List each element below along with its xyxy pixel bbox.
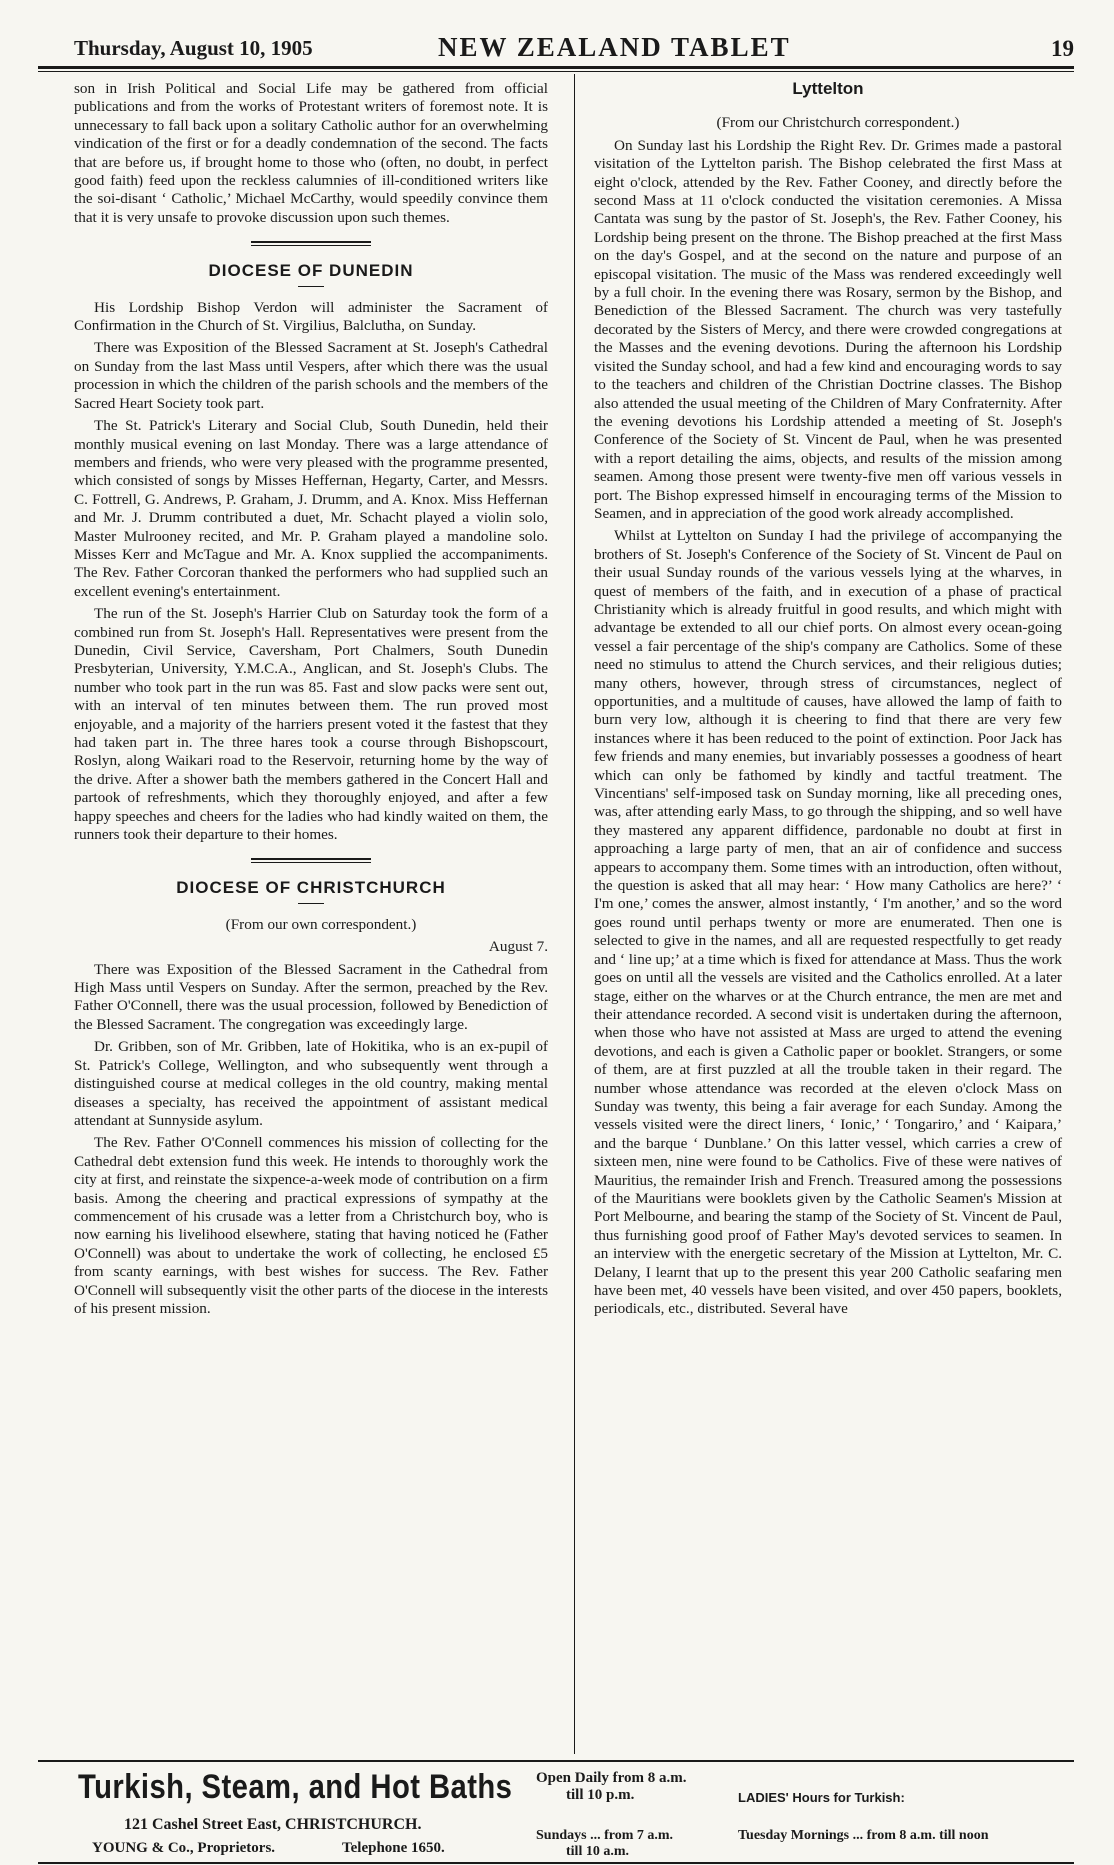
section-rule [251, 241, 371, 243]
sundays-from: Sundays ... from 7 a.m. [536, 1828, 674, 1843]
masthead [38, 32, 1078, 66]
lyttelton-heading: Lyttelton [792, 79, 864, 98]
lyttelton-paragraph: Whilst at Lyttelton on Sunday I had the privilege of accompanying the brothers of St. Joseph's Conference of the Society of St. Vincent de Paul on their usual Sunday rounds of the various vessels lying at the wharves, in quest of members of the faith, and in execution of a phase of practical Christianity which is already fruitful in good results, and which might with advantage be extended to all our chief ports. On almost every ocean-going vessel a fair percentage of the ship's company are Catholics. Some of these need no stimulus to attend the Church services, and their religious duties; many others, however, through stress of circumstances, neglect of opportunities, and a multitude of causes, have allowed the lamp of faith to burn very low, although it is cheering to find that there are very few instances where it has been reduced to the point of extinction. Poor Jack has few friends and many enemies, but invariably possesses a goodness of heart which can only be fathomed by kindly and tactful treatment. The Vincentians' self-imposed task on Sunday morning, like all preceding ones, was, after attending early Mass, to go through the shipping, and so well have they mastered any apparent diffidence, pardonable no doubt at first in approaching a large party of men, that an air of confidence and success appears to accompany them. Some times with an introduction, often without, the question is asked that all may hear: ‘ How many Catholics are here?’ ‘ I'm one,’ comes the answer, almost instantly, ‘ I'm another,’ and so the word goes round until perhaps twenty or more are enumerated. Then one is selected to give in the names, and all are requested respectfully to get ready and ‘ line up;’ at a time which is fixed for attendance at Mass. Thus the work goes on until all the vessels are visited and the Catholics enrolled. At a later stage, either on the wharves or at the Church entrance, the men are met and their attendance recorded. A second visit is undertaken during the afternoon, when those who have not assisted at Mass are urged to attend the evening devotions, and each is given a Catholic paper or booklet. Strangers, or some of them, are at first puzzled at all the trouble taken in their regard. The number whose attendance was recorded at the eleven o'clock Mass on Sunday was twenty, this being a fair average for each Sunday. Among the vessels visited were the direct liners, ‘ Ionic,’ ‘ Tongariro,’ and ‘ Kaipara,’ and the barque ‘ Dunblane.’ On this latter vessel, which carries a crew of sixteen men, nine were found to be Catholics. Five of these were natives of Mauritius, the remainder Irish and French. Treasured among the possessions of the Mauritians were booklets given by the Catholic Seamen's Mission at Port Melbourne, and bearing the stamp of the Society of St. Vincent de Paul, thus furnishing good proof of Father May's devoted services to seamen. In an interview with the energetic secretary of the Mission at Lyttelton, Mr. C. Delany, I learnt that up to the present this year 200 Catholic seafaring men have been met, 40 vessels have been visited, and over 450 papers, booklets, periodicals, etc., distributed. Several have [594, 527, 1062, 1318]
masthead-rule-thin [38, 71, 1074, 72]
dunedin-paragraph: The run of the St. Joseph's Harrier Club on Saturday took the form of a combined run from St. Joseph's Hall. Representatives were present from the Dunedin, Civil Service, Caversham, Port Chalmers, South Dunedin Presbyterian, University, Y.M.C.A., Anglican, and St. Joseph's Clubs. The number who took part in the run was 85. Fast and slow packs were sent out, with an interval of ten minutes between them. The run proved most enjoyable, and a majority of the harriers present voted it the fastest that they had taken part in. The three hares took a course through Bishopscourt, Roslyn, along Waikari road to the Reservoir, returning home by the way of the drive. After a shower bath the members gathered in the Concert Hall and partook of refreshments, which they thoroughly enjoyed, and after a few happy speeches and cheers for the ladies who had kindly waited on them, the runners took their departure to their homes. [74, 605, 548, 844]
newspaper-title: NEW ZEALAND TABLET [438, 32, 791, 62]
ladies-hours: LADIES' Hours for Turkish: [738, 1790, 905, 1805]
christchurch-paragraph: The Rev. Father O'Connell commences his mission of collecting for the Cathedral debt extension fund this week. He intends to thoroughly work the city at first, and reinstate the sixpence-a-week mode of contribution on a firm basis. Among the cheering and practical expressions of sympathy at the commencement of his crusade was a letter from a Christchurch boy, who is now earning his livelihood elsewhere, stating that having noticed he (Father O'Connell) was about to undertake the work of collecting, he enclosed £5 from scanty earnings, with best wishes for success. The Rev. Father O'Connell will subsequently visit the other parts of the diocese in the interests of his present mission. [74, 1134, 548, 1317]
advertisement-address: 121 Cashel Street East, CHRISTCHURCH. [124, 1816, 422, 1833]
sunday-hours [536, 1828, 673, 1860]
advertisement-proprietors: YOUNG & Co., Proprietors. [92, 1840, 276, 1856]
section-rule-thin [251, 862, 371, 863]
baths-advertisement [38, 1764, 1074, 1864]
christchurch-heading: DIOCESE OF CHRISTCHURCH [176, 878, 446, 898]
opening-hours [536, 1770, 687, 1804]
heading-rule [298, 286, 324, 287]
christchurch-paragraph: There was Exposition of the Blessed Sacrament in the Cathedral from High Mass until Vespers on Sunday. After the sermon, preached by the Rev. Father O'Connell, there was the usual procession, followed by Benediction of the Blessed Sacrament. The congregation was exceedingly large. [74, 960, 548, 1033]
advertisement-title: Turkish, Steam, and Hot Baths [78, 1768, 513, 1806]
lyttelton-subhead: (From our Christchurch correspondent.) [716, 114, 960, 132]
page-number: 19 [1051, 36, 1074, 61]
lyttelton-paragraph: On Sunday last his Lordship the Right Rev. Dr. Grimes made a pastoral visitation of the Lyttelton parish. The Bishop celebrated the first Mass at eight o'clock, attended by the Rev. Father Cooney, and directly before the second Mass at 11 o'clock conducted the visitation ceremonies. A Missa Cantata was sung by the pastor of St. Joseph's, the Rev. Father Cooney, his Lordship being present on the throne. The Bishop preached at the first Mass on the day's Gospel, and at the second on the nature and purpose of an episcopal visitation. The music of the Mass was rendered exceedingly well by a full choir. In the evening there was Rosary, sermon by the Bishop, and Benediction of the Blessed Sacrament. The church was very tastefully decorated by the Sisters of Mercy, and there were crowded congregations at the Masses and the evening devotions. During the afternoon his Lordship visited the Sunday school, and had a few kind and encouraging words to say to the teachers and children of the Christian Doctrine classes. The Bishop also attended the usual meeting of the Children of Mary Confraternity. After the evening devotions his Lordship attended a meeting of St. Joseph's Conference of the Society of St. Vincent de Paul, when he was presented with a report detailing the aims, objects, and results of the mission among seamen. Among those present were twenty-five men off various vessels in port. The Bishop expressed himself in encouraging terms of the Mission to Seamen, and in appreciation of the good work already accomplished. [594, 136, 1062, 522]
issue-date: Thursday, August 10, 1905 [74, 36, 313, 60]
open-daily: Open Daily from 8 a.m. [536, 1770, 687, 1786]
section-rule-thin [251, 245, 371, 246]
sundays-until: till 10 a.m. [566, 1844, 629, 1859]
column-divider [574, 74, 575, 1754]
tuesday-hours: Tuesday Mornings ... from 8 a.m. till noon [738, 1828, 989, 1843]
intro-paragraph: son in Irish Political and Social Life may be gathered from official publications and from the works of Protestant writers of foremost note. It is unnecessary to fall back upon a solitary Catholic author for an overwhelming vindication of the first or for a deadly condemnation of the second. The facts that are before us, if brought home to those who (often, no doubt, in perfect good faith) feed upon the reckless calumnies of ill-conditioned writers like the soi-disant ‘ Catholic,’ Michael McCarthy, would speedily convince them that it is very unsafe to provoke discussion upon such themes. [74, 80, 548, 226]
dunedin-paragraph: The St. Patrick's Literary and Social Club, South Dunedin, held their monthly musical evening on last Monday. There was a large attendance of members and friends, who were very pleased with the programme presented, which consisted of songs by Misses Heffernan, Hegarty, Carter, and Messrs. C. Fottrell, G. Andrews, P. Graham, J. Drumm, and A. Knox. Miss Heffernan and Mr. J. Drumm contributed a duet, Mr. Schacht played a violin solo, Master Mulrooney recited, and Mr. P. Graham played a mandoline solo. Misses Kerr and McTague and Mr. A. Knox supplied the accompaniments. The Rev. Father Corcoran thanked the performers who had supplied such an excellent evening's entertainment. [74, 417, 548, 600]
open-until: till 10 p.m. [566, 1787, 635, 1803]
advertisement-rule [38, 1760, 1074, 1762]
dunedin-paragraph: There was Exposition of the Blessed Sacrament at St. Joseph's Cathedral on Sunday from the last Mass until Vespers, after which there was the usual procession in which the children of the parish schools and the members of the Sacred Heart Society took part. [74, 339, 548, 412]
masthead-rule [38, 66, 1074, 69]
heading-rule [298, 903, 324, 904]
advertisement-telephone: Telephone 1650. [342, 1840, 445, 1856]
section-rule [251, 858, 371, 860]
dunedin-heading: DIOCESE OF DUNEDIN [208, 261, 414, 281]
christchurch-paragraph: Dr. Gribben, son of Mr. Gribben, late of Hokitika, who is an ex-pupil of St. Patrick's College, Wellington, and who subsequently went through a distinguished course at medical colleges in the old country, making mental diseases a specialty, has received the appointment of assistant medical attendant at Sunnyside asylum. [74, 1038, 548, 1129]
right-column [594, 80, 1062, 1319]
christchurch-dateline: August 7. [488, 938, 548, 956]
left-column [74, 80, 548, 1318]
dunedin-paragraph: His Lordship Bishop Verdon will administer the Sacrament of Confirmation in the Church of St. Virgilius, Balclutha, on Sunday. [74, 298, 548, 335]
page-bottom-rule [38, 1862, 1074, 1864]
christchurch-subhead: (From our own correspondent.) [225, 915, 417, 933]
